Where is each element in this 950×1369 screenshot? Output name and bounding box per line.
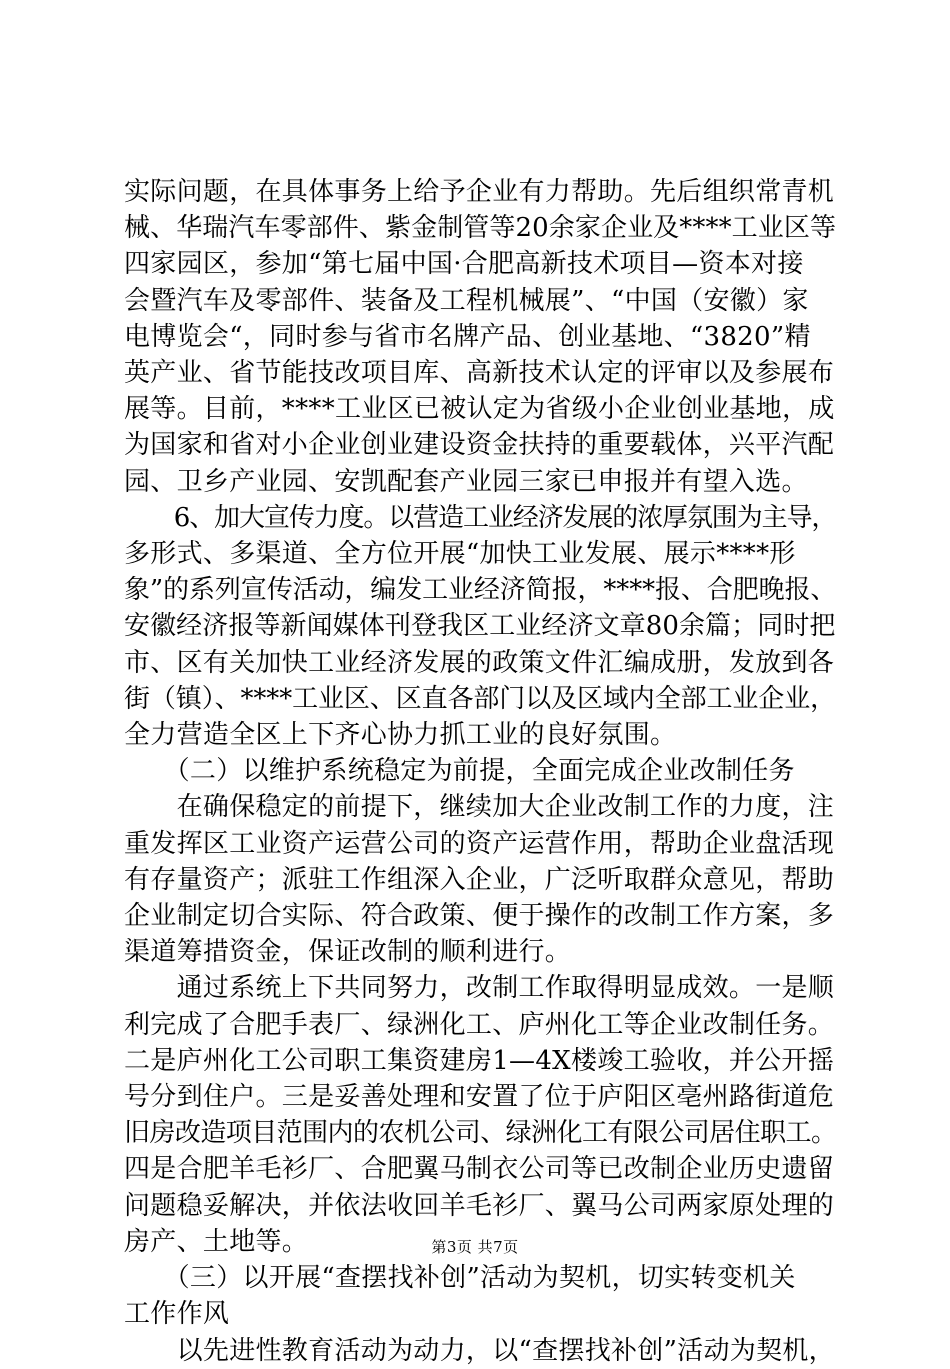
text-line: 四家园区，参加“第七届中国·合肥高新技术项目—资本对接 xyxy=(124,249,804,280)
text-line: 旧房改造项目范围内的农机公司、绿洲化工有限公司居住职工。 xyxy=(124,1118,837,1149)
text-line: 6、加大宣传力度。以营造工业经济发展的浓厚氛围为主导， xyxy=(124,502,837,533)
text-line: 械、华瑞汽车零部件、紫金制管等20余家企业及****工业区等 xyxy=(124,213,837,244)
text-line: 在确保稳定的前提下，继续加大企业改制工作的力度，注 xyxy=(124,792,835,823)
text-line: 象”的系列宣传活动，编发工业经济简报，****报、合肥晚报、 xyxy=(124,575,837,606)
text-line: 安徽经济报等新闻媒体刊登我区工业经济文章80余篇；同时把 xyxy=(124,611,836,642)
document-body xyxy=(124,174,836,1369)
text-line: 园、卫乡产业园、安凯配套产业园三家已申报并有望入选。 xyxy=(124,466,808,497)
text-line: 以先进性教育活动为动力，以“查摆找补创”活动为契机， xyxy=(124,1335,835,1366)
text-line: 渠道筹措资金，保证改制的顺利进行。 xyxy=(124,937,572,968)
text-line: （二）以维护系统稳定为前提，全面完成企业改制任务 xyxy=(124,756,795,787)
text-line: 实际问题，在具体事务上给予企业有力帮助。先后组织常青机 xyxy=(124,177,835,207)
text-line: 企业制定切合实际、符合政策、便于操作的改制工作方案，多 xyxy=(124,901,835,932)
page-footer: 第3页 共7页 xyxy=(431,1238,519,1256)
text-line: 通过系统上下共同努力，改制工作取得明显成效。一是顺 xyxy=(124,973,835,1004)
text-line: 四是合肥羊毛衫厂、合肥翼马制衣公司等已改制企业历史遗留 xyxy=(124,1154,835,1185)
text-line: 市、区有关加快工业经济发展的政策文件汇编成册，发放到各 xyxy=(124,647,835,678)
text-line: 重发挥区工业资产运营公司的资产运营作用，帮助企业盘活现 xyxy=(124,828,835,859)
text-line: 展等。目前，****工业区已被认定为省级小企业创业基地，成 xyxy=(124,394,835,425)
text-line: 工作作风 xyxy=(124,1299,230,1330)
text-line: 英产业、省节能技改项目库、高新技术认定的评审以及参展布 xyxy=(124,358,835,389)
text-line: 全力营造全区上下齐心协力抓工业的良好氛围。 xyxy=(124,720,677,751)
text-line: 号分到住户。三是妥善处理和安置了位于庐阳区亳州路街道危 xyxy=(124,1082,835,1113)
text-line: 利完成了合肥手表厂、绿洲化工、庐州化工等企业改制任务。 xyxy=(124,1009,835,1040)
text-line: 街（镇）、****工业区、区直各部门以及区域内全部工业企业， xyxy=(124,683,837,714)
text-line: 房产、土地等。 xyxy=(124,1226,309,1257)
text-line: 有存量资产；派驻工作组深入企业，广泛听取群众意见，帮助 xyxy=(124,864,835,895)
text-line: 多形式、多渠道、全方位开展“加快工业发展、展示****形 xyxy=(124,539,796,570)
text-line: 二是庐州化工公司职工集资建房1—4X楼竣工验收，并公开摇 xyxy=(124,1045,834,1076)
text-line: 问题稳妥解决，并依法收回羊毛衫厂、翼马公司两家原处理的 xyxy=(124,1190,835,1221)
text-line: 会暨汽车及零部件、装备及工程机械展”、“中国（安徽）家 xyxy=(124,285,809,316)
text-line: （三）以开展“查摆找补创”活动为契机，切实转变机关 xyxy=(124,1263,796,1294)
text-line: 电博览会“，同时参与省市名牌产品、创业基地、“3820”精 xyxy=(124,321,811,352)
text-line: 为国家和省对小企业创业建设资金扶持的重要载体，兴平汽配 xyxy=(124,430,835,461)
